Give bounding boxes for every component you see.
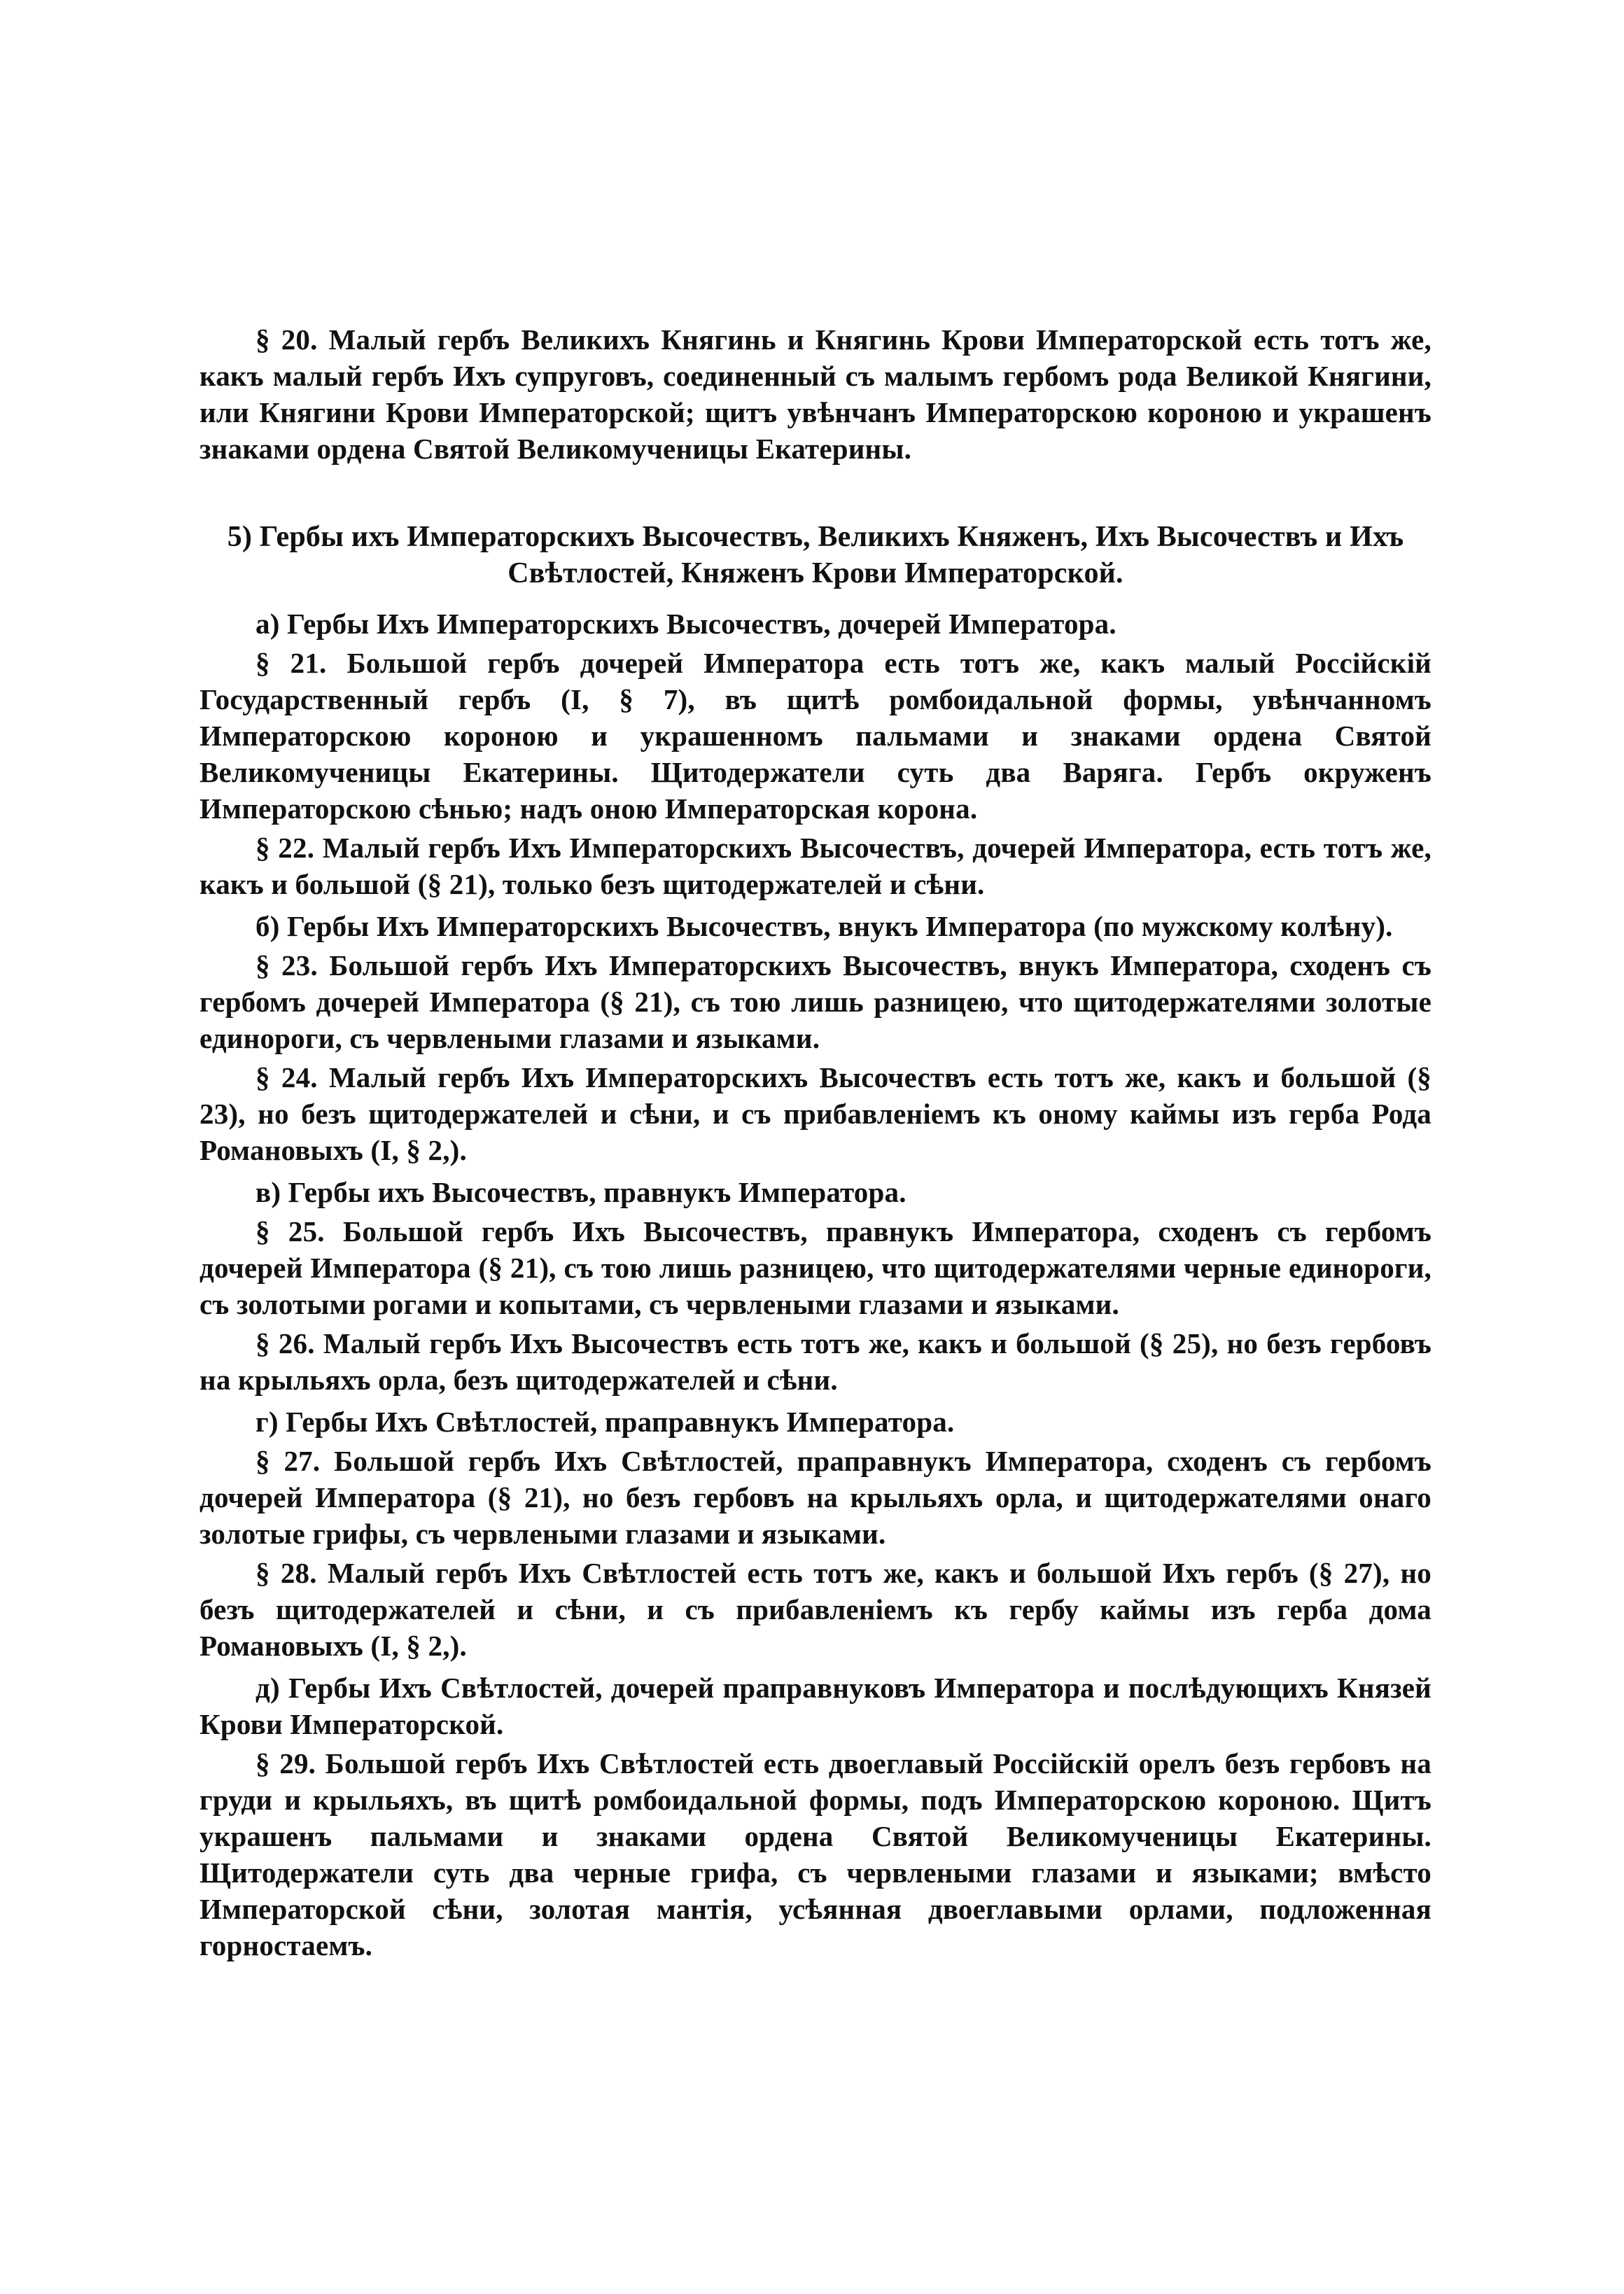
paragraph-25: § 25. Большой гербъ Ихъ Высочествъ, правнукъ Императора, сходенъ съ гербомъ дочерей Императора (§ 21), съ тою лишь разницею, что щитодержателями черные единороги, съ золотыми рогами и копытами, съ червлеными глазами и языками. <box>200 1215 1432 1320</box>
text-block <box>200 319 1432 1964</box>
subheading-a: а) Гербы Ихъ Императорскихъ Высочествъ, дочерей Императора. <box>255 608 1116 640</box>
paragraph-24: § 24. Малый гербъ Ихъ Императорскихъ Высочествъ есть тотъ же, какъ и большой (§ 23), но безъ щитодержателей и сѣни, и съ прибавленіемъ къ оному каймы изъ герба Рода Романовыхъ (I, § 2,). <box>200 1061 1432 1166</box>
subheading-b: б) Гербы Ихъ Императорскихъ Высочествъ, внукъ Императора (по мужскому колѣну). <box>255 910 1393 942</box>
paragraph-22: § 22. Малый гербъ Ихъ Императорскихъ Высочествъ, дочерей Императора, есть тотъ же, какъ и большой (§ 21), только безъ щитодержателей и сѣни. <box>200 832 1432 900</box>
paragraph-23: § 23. Большой гербъ Ихъ Императорскихъ Высочествъ, внукъ Императора, сходенъ съ гербомъ дочерей Императора (§ 21), съ тою лишь разницею, что щитодержателями золотые единороги, съ червлеными глазами и языками. <box>200 949 1432 1054</box>
subheading-g: г) Гербы Ихъ Свѣтлостей, праправнукъ Императора. <box>255 1406 955 1438</box>
section-heading-5: 5) Гербы ихъ Императорскихъ Высочествъ, Великихъ Княженъ, Ихъ Высочествъ и Ихъ Свѣтлостей, Княженъ Крови Императорской. <box>227 521 1404 589</box>
paragraph-29: § 29. Большой гербъ Ихъ Свѣтлостей есть двоеглавый Россійскій орелъ безъ гербовъ на груди и крыльяхъ, въ щитѣ ромбоидальной формы, подъ Императорскою короною. Щитъ украшенъ пальмами и знаками ордена Святой Великомученицы Екатерины. Щитодержатели суть два черные грифа, съ червлеными глазами и языками; вмѣсто Императорской сѣни, золотая мантія, усѣянная двоеглавыми орлами, подложенная горностаемъ. <box>200 1747 1432 1961</box>
paragraph-28: § 28. Малый гербъ Ихъ Свѣтлостей есть тотъ же, какъ и большой Ихъ гербъ (§ 27), но безъ щитодержателей и сѣни, и съ прибавленіемъ къ гербу каймы изъ герба дома Романовыхъ (I, § 2,). <box>200 1557 1432 1662</box>
paragraph-27: § 27. Большой гербъ Ихъ Свѣтлостей, праправнукъ Императора, сходенъ съ гербомъ дочерей Императора (§ 21), но безъ гербовъ на крыльяхъ орла, и щитодержателями онаго золотые грифы, съ червлеными глазами и языками. <box>200 1445 1432 1550</box>
paragraph-21: § 21. Большой гербъ дочерей Императора есть тотъ же, какъ малый Россійскій Государственный гербъ (I, § 7), въ щитѣ ромбоидальной формы, увѣнчанномъ Императорскою короною и украшенномъ пальмами и знаками ордена Святой Великомученицы Екатерины. Щитодержатели суть два Варяга. Гербъ окруженъ Императорскою сѣнью; надъ оною Императорская корона. <box>200 647 1432 825</box>
paragraph-20: § 20. Малый гербъ Великихъ Княгинь и Княгинь Крови Императорской есть тотъ же, какъ малый гербъ Ихъ супруговъ, соединенный съ малымъ гербомъ рода Великой Княгини, или Княгини Крови Императорской; щитъ увѣнчанъ Императорскою короною и украшенъ знаками ордена Святой Великомученицы Екатерины. <box>200 323 1432 465</box>
paragraph-26: § 26. Малый гербъ Ихъ Высочествъ есть тотъ же, какъ и большой (§ 25), но безъ гербовъ на крыльяхъ орла, безъ щитодержателей и сѣни. <box>200 1327 1432 1396</box>
subheading-v: в) Гербы ихъ Высочествъ, правнукъ Императора. <box>255 1176 906 1208</box>
subheading-d: д) Гербы Ихъ Свѣтлостей, дочерей праправнуковъ Императора и послѣдующихъ Князей Крови Императорской. <box>200 1672 1432 1740</box>
